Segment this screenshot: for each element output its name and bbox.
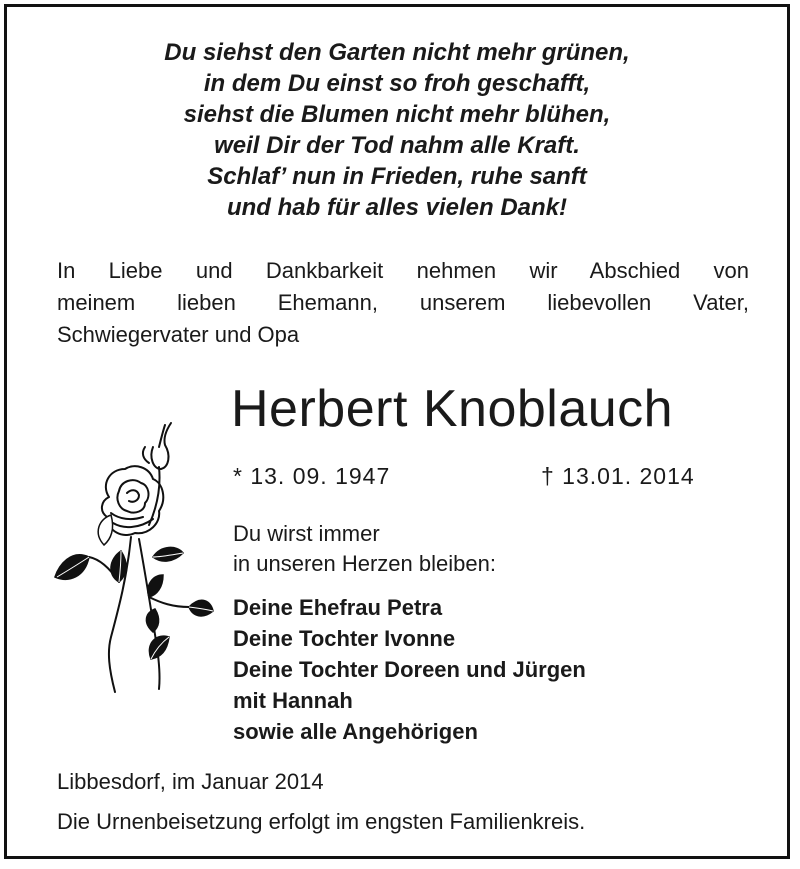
intro-line: meinem lieben Ehemann, unserem liebevollen Vater, xyxy=(57,290,749,315)
remembrance-line: Du wirst immer xyxy=(233,521,380,546)
family-line: sowie alle Angehörigen xyxy=(233,719,478,744)
birth-date: * 13. 09. 1947 xyxy=(233,463,391,489)
poem xyxy=(7,37,787,223)
poem-line: Du siehst den Garten nicht mehr grünen, xyxy=(164,39,630,66)
remembrance-line: in unseren Herzen bleiben: xyxy=(233,551,496,576)
burial-note: Die Urnenbeisetzung erfolgt im engsten Familienkreis. xyxy=(57,809,586,834)
poem-line: weil Dir der Tod nahm alle Kraft. xyxy=(214,132,580,159)
place-date: Libbesdorf, im Januar 2014 xyxy=(57,769,324,794)
poem-line: in dem Du einst so froh geschafft, xyxy=(203,70,591,97)
poem-line: und hab für alles vielen Dank! xyxy=(226,194,568,221)
poem-line: siehst die Blumen nicht mehr blühen, xyxy=(183,101,611,128)
family-line: Deine Ehefrau Petra xyxy=(233,595,443,620)
family-list xyxy=(233,592,586,747)
intro-line: Schwiegervater und Opa xyxy=(57,322,300,347)
death-date: † 13.01. 2014 xyxy=(541,463,695,489)
intro-text xyxy=(57,255,749,351)
obituary-notice xyxy=(4,4,790,859)
poem-line: Schlaf’ nun in Frieden, ruhe sanft xyxy=(207,163,587,190)
rose-icon xyxy=(49,407,214,697)
intro-line: In Liebe und Dankbarkeit nehmen wir Abschied von xyxy=(57,258,749,283)
family-line: Deine Tochter Ivonne xyxy=(233,626,456,651)
family-line: Deine Tochter Doreen und Jürgen xyxy=(233,657,586,682)
family-line: mit Hannah xyxy=(233,688,353,713)
deceased-name: Herbert Knoblauch xyxy=(231,380,674,438)
remembrance-text xyxy=(233,519,496,579)
